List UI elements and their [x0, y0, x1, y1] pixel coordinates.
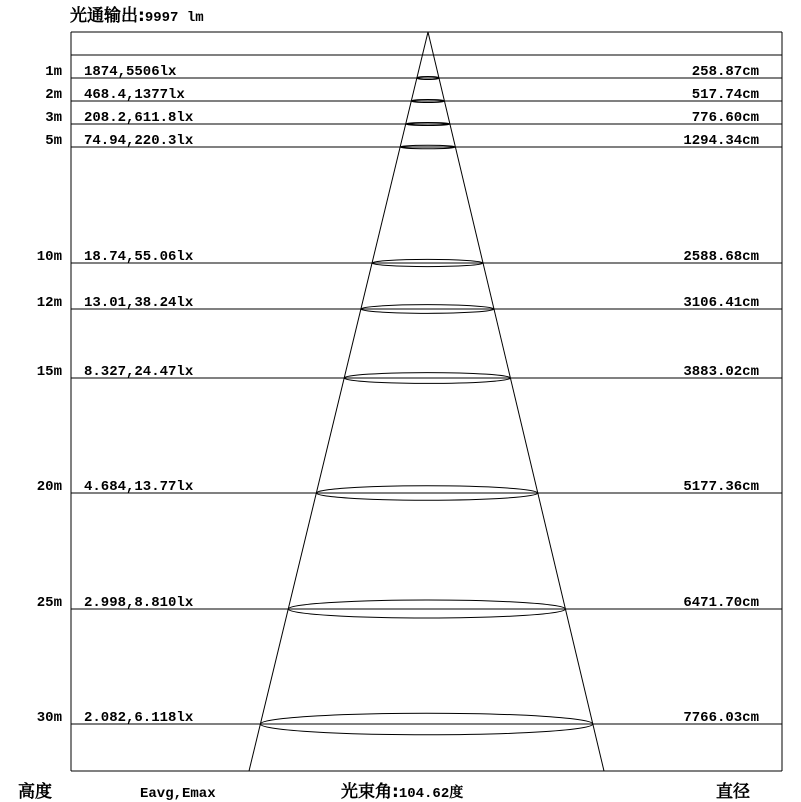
row-illuminance: 468.4,1377lx: [84, 87, 185, 103]
table-row: [37, 364, 782, 380]
row-illuminance: 18.74,55.06lx: [84, 249, 194, 265]
luminous-output-value: 9997 lm: [144, 10, 204, 26]
row-height: 5m: [45, 133, 62, 149]
table-row: [37, 249, 782, 265]
table-row: [45, 133, 782, 149]
row-diameter: 6471.70cm: [683, 595, 759, 611]
row-diameter: 3106.41cm: [683, 295, 759, 311]
row-diameter: 517.74cm: [691, 87, 759, 103]
row-illuminance: 208.2,611.8lx: [84, 110, 194, 126]
row-height: 12m: [36, 295, 62, 311]
distance-rows: [37, 64, 782, 726]
illuminance-column-label: Eavg,Emax: [140, 786, 216, 802]
row-diameter: 1294.34cm: [683, 133, 759, 149]
row-height: 15m: [36, 364, 62, 380]
row-diameter: 776.60cm: [691, 110, 759, 126]
row-height: 1m: [45, 64, 62, 80]
diameter-column-label: 直径: [716, 782, 750, 802]
row-height: 2m: [45, 87, 62, 103]
beam-angle-prefix: 光束角:: [341, 782, 399, 802]
row-diameter: 3883.02cm: [683, 364, 759, 380]
table-row: [45, 64, 782, 80]
light-cone: [249, 32, 604, 771]
table-row: [37, 710, 782, 726]
row-illuminance: 2.082,6.118lx: [84, 710, 194, 726]
table-row: [37, 479, 782, 495]
luminous-output-title: [70, 5, 204, 26]
cone-left-edge: [249, 32, 428, 771]
row-height: 30m: [36, 710, 62, 726]
row-diameter: 5177.36cm: [683, 479, 759, 495]
row-height: 25m: [36, 595, 62, 611]
table-row: [37, 595, 782, 611]
row-diameter: 2588.68cm: [683, 249, 759, 265]
row-height: 20m: [36, 479, 62, 495]
row-illuminance: 2.998,8.810lx: [84, 595, 194, 611]
height-column-label: 高度: [18, 782, 52, 802]
beam-angle-label: [341, 781, 463, 802]
row-illuminance: 1874,5506lx: [84, 64, 177, 80]
table-row: [37, 295, 782, 311]
row-illuminance: 13.01,38.24lx: [84, 295, 194, 311]
table-row: [45, 110, 782, 126]
row-illuminance: 4.684,13.77lx: [84, 479, 194, 495]
row-height: 3m: [45, 110, 62, 126]
beam-angle-number: 104.62度: [398, 786, 464, 802]
cone-right-edge: [428, 32, 604, 771]
row-diameter: 7766.03cm: [683, 710, 759, 726]
row-height: 10m: [36, 249, 62, 265]
luminous-output-label: 光通输出:: [70, 6, 145, 26]
row-diameter: 258.87cm: [691, 64, 759, 80]
row-illuminance: 8.327,24.47lx: [84, 364, 194, 380]
row-illuminance: 74.94,220.3lx: [84, 133, 194, 149]
